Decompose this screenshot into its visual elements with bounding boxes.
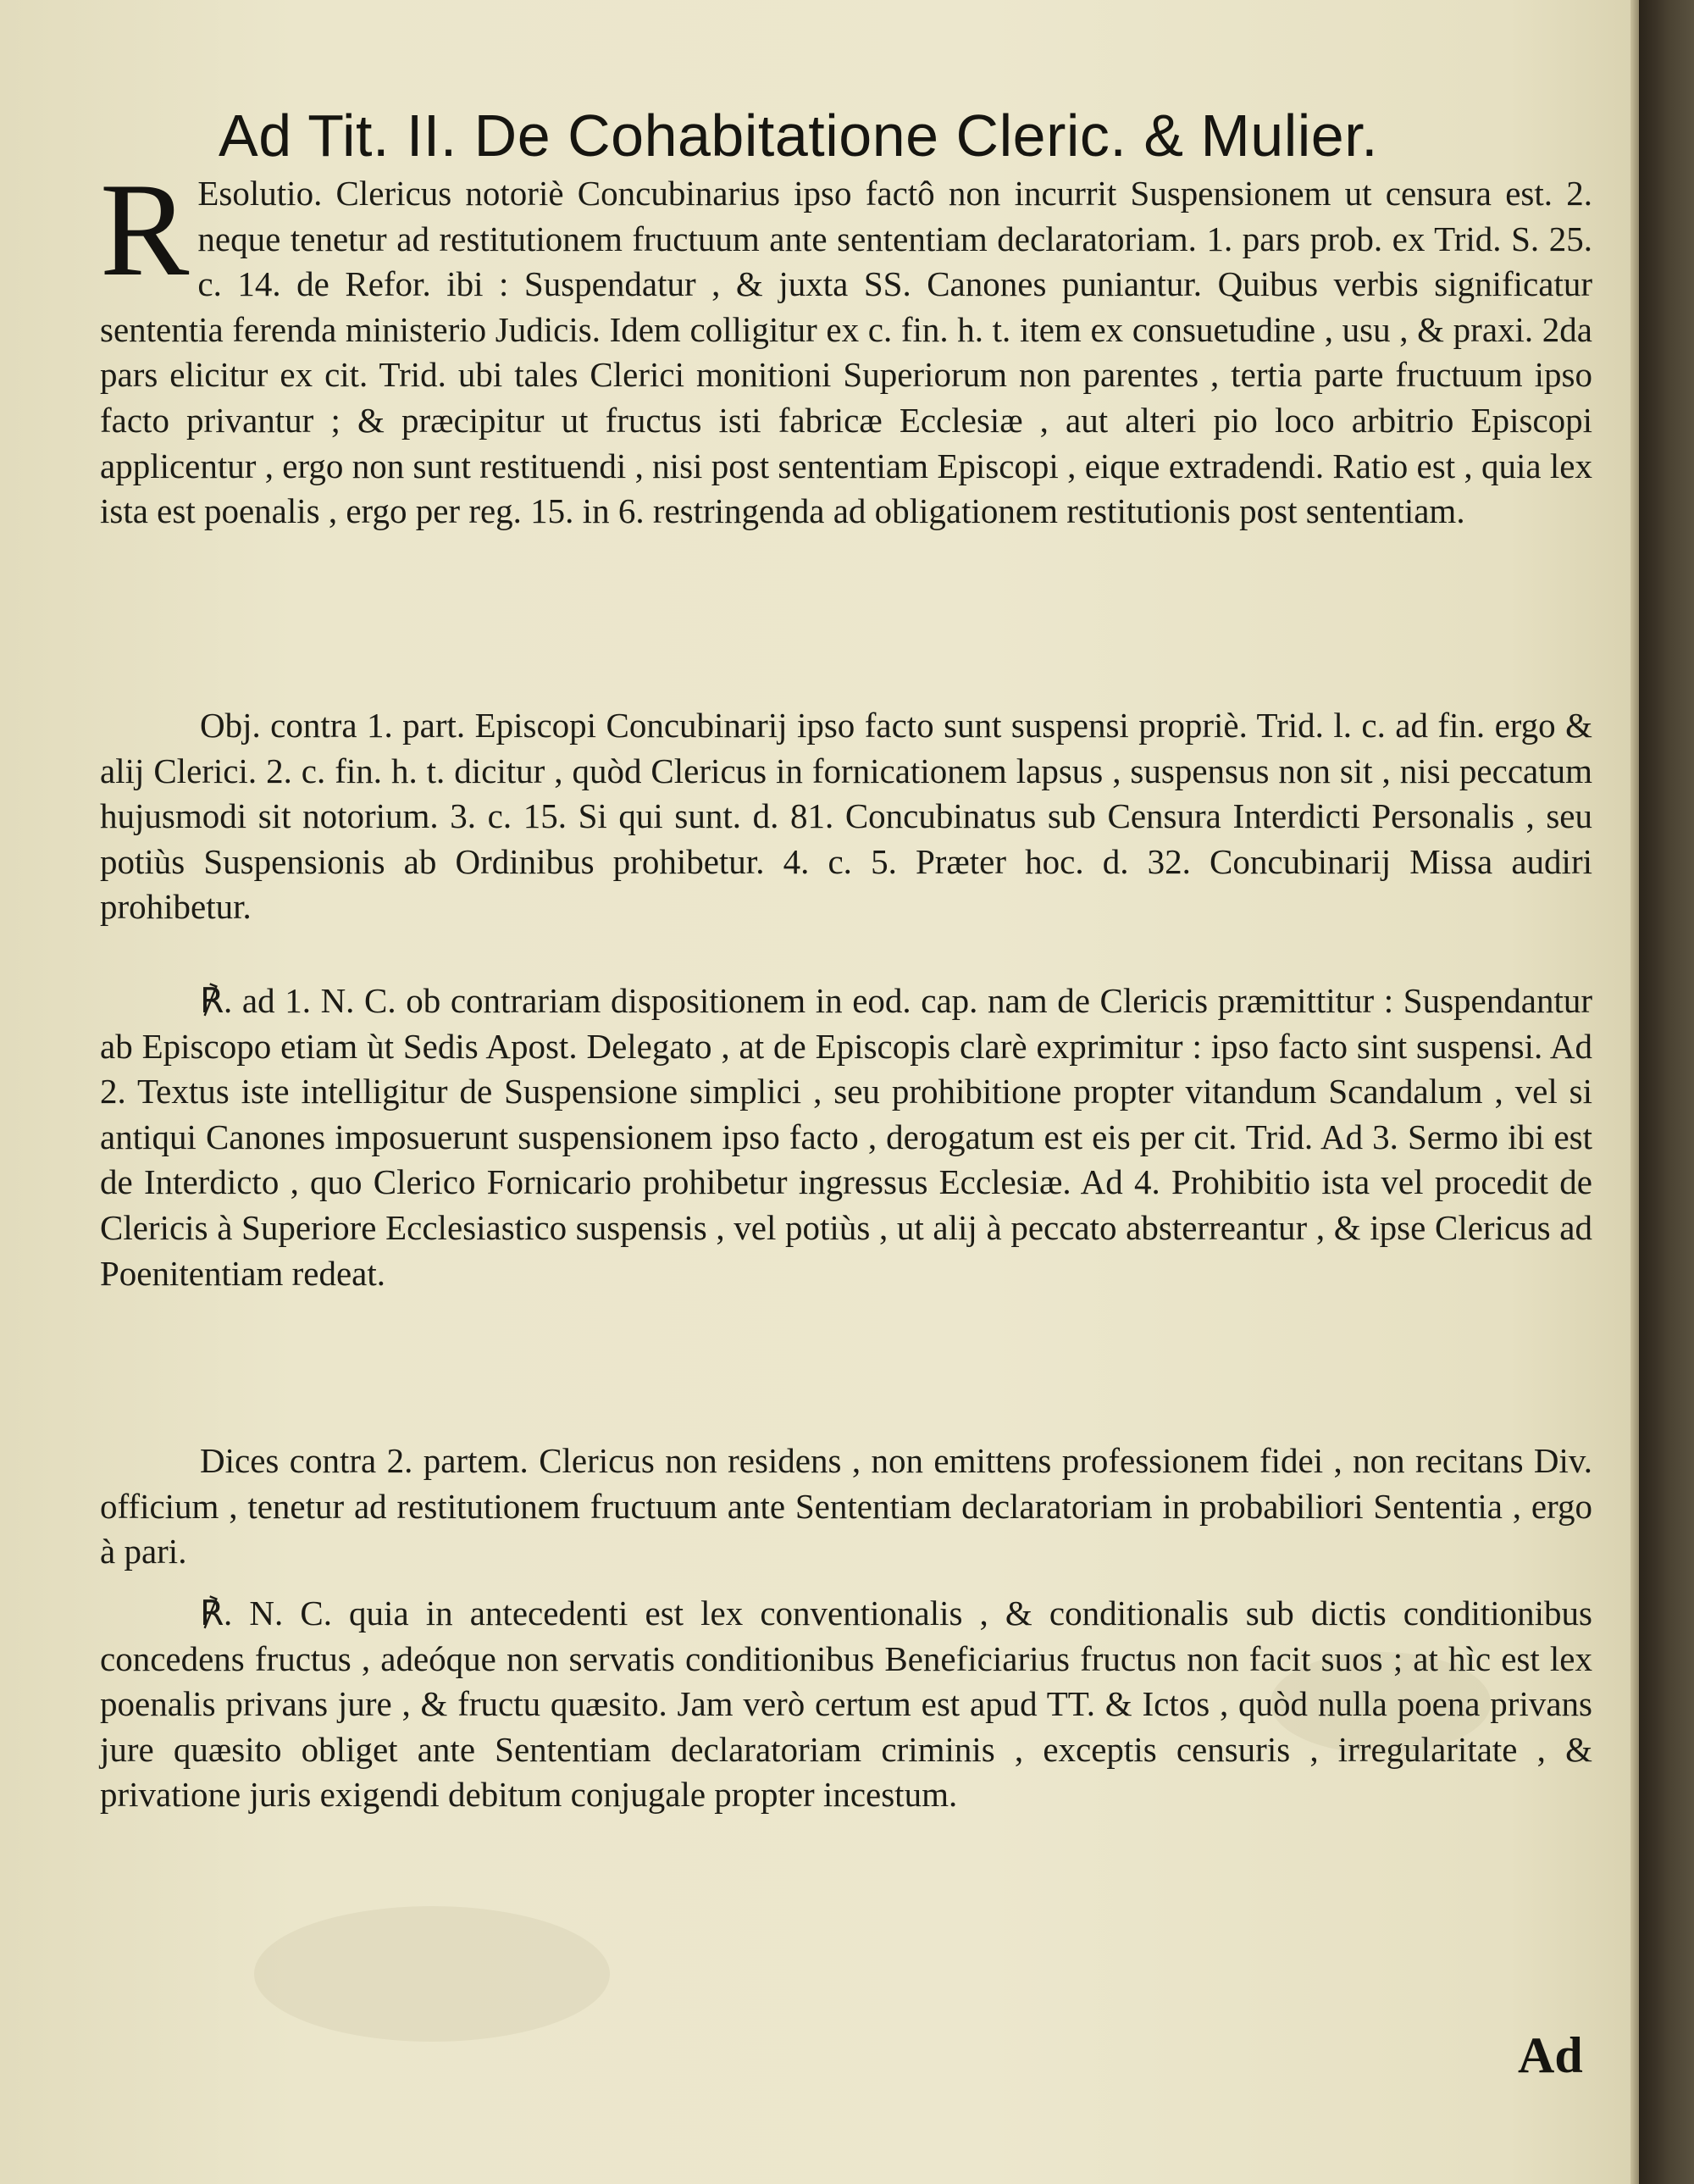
catchword: Ad: [1518, 2027, 1583, 2083]
paper-stain: [254, 1906, 610, 2042]
paragraph-objectio: Obj. contra 1. part. Episcopi Concubinarij ipso facto sunt suspensi propriè. Trid. l. c. ad fin. ergo & alij Clerici. 2. c. fin. h. t. dicitur , quòd Clericus in fornicationem lapsus , suspensus non sit , nisi peccatum hujusmodi sit notorium. 3. c. 15. Si qui sunt. d. 81. Concubinatus sub Censura Interdicti Personalis , seu potiùs Suspensionis ab Ordinibus prohibetur. 4. c. 5. Præter hoc. d. 32. Concubinarij Missa audiri prohibetur.: [100, 706, 1592, 927]
paragraph-dices: Dices contra 2. partem. Clericus non residens , non emittens professionem fidei , non recitans Div. officium , tenetur ad restitutionem fructuum ante Sententiam declaratoriam in probabiliori Sententia , ergo à pari.: [100, 1441, 1592, 1571]
book-binding: [1639, 0, 1694, 2184]
page-heading: Ad Tit. II. De Cohabitatione Cleric. & Mulier.: [219, 103, 1379, 169]
paragraph-responsio-2: ℟. N. C. quia in antecedenti est lex conventionalis , & conditionalis sub dictis conditionibus concedens fructus , adeóque non servatis conditionibus Beneficiarius fructus non facit suos ; at hìc est lex poenalis privans jure , & fructu quæsito. Jam verò certum est apud TT. & Ictos , quòd nulla poena privans jure quæsito obliget ante Sententiam declaratoriam criminis , exceptis censuris , irregularitate , & privatione juris exigendi debitum conjugale propter incestum.: [100, 1594, 1592, 1815]
paragraph-responsio-1: ℟. ad 1. N. C. ob contrariam dispositionem in eod. cap. nam de Clericis præmittitur : Suspendantur ab Episcopo etiam ùt Sedis Apost. Delegato , at de Episcopis clarè exprimitur : ipso facto sint suspensi. Ad 2. Textus iste intelligitur de Suspensione simplici , seu prohibitione propter vitandum Scandalum , vel si antiqui Canones imposuerunt suspensionem ipso facto , derogatum est eis per cit. Trid. Ad 3. Sermo ibi est de Interdicto , quo Clerico Fornicario prohibetur ingressus Ecclesiæ. Ad 4. Prohibitio ista vel procedit de Clericis à Superiore Ecclesiastico suspensis , vel potiùs , ut alij à peccato absterreantur , & ipse Clericus ad Poenitentiam redeat.: [100, 981, 1592, 1293]
paragraph-text: Esolutio. Clericus notoriè Concubinarius ipso factô non incurrit Suspensionem ut censura est. 2. neque tenetur ad restitutionem fructuum ante sententiam declaratoriam. 1. pars prob. ex Trid. S. 25. c. 14. de Refor. ibi : Suspendatur , & juxta SS. Canones puniantur. Quibus verbis significatur sententia ferenda ministerio Judicis. Idem colligitur ex c. fin. h. t. item ex consuetudine , usu , & praxi. 2da pars elicitur ex cit. Trid. ubi tales Clerici monitioni Superiorum non parentes , tertia parte fructuum ipso facto privantur ; & præcipitur ut fructus isti fabricæ Ecclesiæ , aut alteri pio loco arbitrio Episcopi applicentur , ergo non sunt restituendi , nisi post sententiam Episcopi , eique extradendi. Ratio est , quia lex ista est poenalis , ergo per reg. 15. in 6. restringenda ad obligationem restitutionis post sententiam.: [100, 174, 1592, 531]
paragraph-resolutio: [100, 156, 1592, 535]
drop-cap: R: [100, 156, 190, 304]
